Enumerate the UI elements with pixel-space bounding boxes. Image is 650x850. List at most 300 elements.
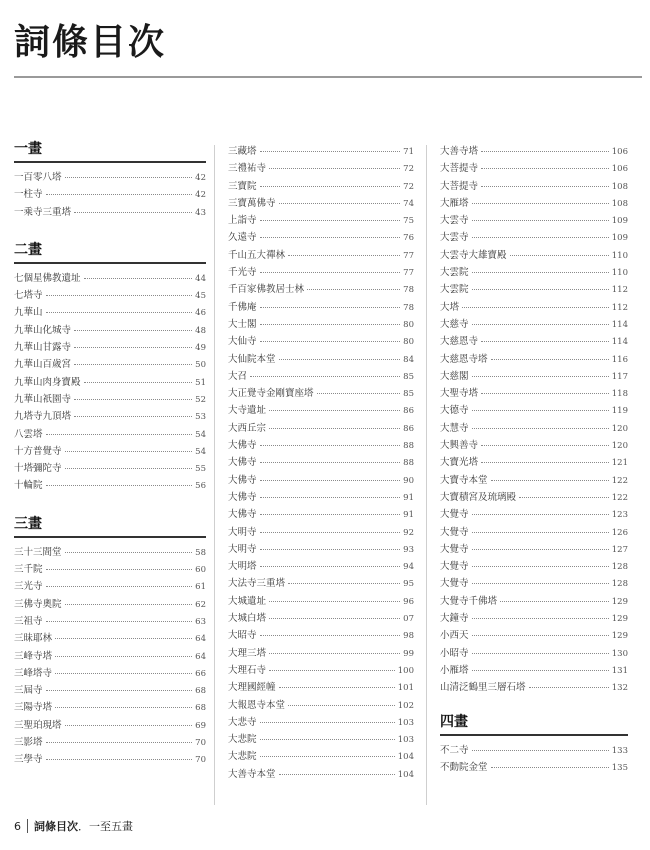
column-divider	[426, 145, 427, 805]
entry-page-number: 106	[611, 147, 628, 157]
dot-leader	[279, 203, 401, 204]
dot-leader	[481, 168, 609, 169]
entry-title: 三學寺	[14, 754, 43, 766]
entry-page-number: 42	[195, 173, 206, 183]
toc-entry	[440, 742, 628, 759]
entry-title: 大明寺	[228, 543, 257, 555]
toc-entry	[440, 368, 628, 385]
entry-title: 三陽寺塔	[14, 702, 53, 714]
toc-entry	[228, 437, 414, 454]
entry-title: 大仙院本堂	[228, 353, 276, 365]
entry-page-number: 84	[403, 354, 414, 365]
toc-entry	[228, 229, 414, 246]
dot-leader	[481, 341, 609, 342]
entry-page-number: 75	[403, 216, 414, 227]
dot-leader	[269, 618, 400, 619]
entry-page-number: 68	[195, 703, 206, 714]
entry-title: 大理國經幢	[228, 682, 276, 694]
toc-entry	[440, 351, 628, 368]
dot-leader	[46, 434, 193, 435]
entry-title: 大西丘宗	[228, 422, 267, 434]
entry-title: 九華山祇園寺	[14, 393, 72, 405]
entry-page-number: 91	[403, 492, 414, 503]
dot-leader	[260, 462, 401, 463]
dot-leader	[472, 653, 609, 654]
toc-entry	[440, 558, 628, 575]
toc-entry	[14, 339, 206, 356]
toc-entry	[440, 420, 628, 437]
entry-page-number: 62	[195, 599, 206, 610]
toc-section	[14, 513, 206, 769]
entry-page-number: 116	[611, 354, 628, 365]
entry-page-number: 91	[403, 510, 414, 521]
dot-leader	[481, 462, 609, 463]
dot-leader	[269, 601, 400, 602]
dot-leader	[74, 347, 192, 348]
toc-entry	[228, 679, 414, 696]
dot-leader	[519, 497, 609, 498]
dot-leader	[269, 670, 395, 671]
dot-leader	[65, 451, 193, 452]
toc-entry	[440, 299, 628, 316]
entry-title: 大菩提寺	[440, 180, 479, 192]
entry-title: 大寶寺本堂	[440, 474, 488, 486]
entry-title: 三寶院	[228, 180, 257, 192]
dot-leader	[472, 514, 609, 515]
dot-leader	[84, 382, 193, 383]
dot-leader	[472, 532, 609, 533]
entry-title: 十方普覺寺	[14, 445, 62, 457]
entry-title: 大覺寺	[440, 578, 469, 590]
entry-title: 大覺寺	[440, 543, 469, 555]
page-footer	[14, 818, 133, 834]
toc-entry	[440, 679, 628, 696]
entry-title: 三藏塔	[228, 146, 257, 157]
entry-page-number: 80	[403, 337, 414, 348]
dot-leader	[250, 376, 400, 377]
entry-title: 九華山肉身寶殿	[14, 376, 81, 388]
entry-title: 大雁塔	[440, 197, 469, 209]
toc-entry	[228, 748, 414, 765]
toc-entry	[14, 443, 206, 460]
toc-entry	[14, 270, 206, 287]
dot-leader	[472, 618, 609, 619]
toc-entry	[228, 714, 414, 731]
toc-column-3	[440, 143, 628, 794]
dot-leader	[46, 586, 193, 587]
entry-page-number: 112	[611, 285, 628, 296]
entry-title: 不動院金堂	[440, 761, 488, 773]
entry-title: 大報恩寺本堂	[228, 699, 286, 711]
entry-title: 大仙寺	[228, 336, 257, 348]
toc-entry	[228, 541, 414, 558]
section-header: 三畫	[14, 513, 206, 538]
toc-entry	[14, 460, 206, 477]
entry-page-number: 50	[195, 360, 206, 371]
dot-leader	[472, 324, 609, 325]
entry-title: 大雲寺	[440, 232, 469, 244]
entry-page-number: 58	[195, 547, 206, 558]
entry-title: 上詣寺	[228, 215, 257, 227]
entry-page-number: 64	[195, 634, 206, 645]
toc-entry	[14, 613, 206, 630]
dot-leader	[46, 485, 193, 486]
dot-leader	[317, 393, 401, 394]
entry-page-number: 104	[397, 752, 414, 763]
dot-leader	[279, 774, 395, 775]
entry-page-number: 128	[611, 579, 628, 590]
page-number: 6	[14, 819, 21, 833]
toc-entry	[228, 575, 414, 592]
toc-entry	[14, 648, 206, 665]
entry-title: 大寶光塔	[440, 457, 479, 469]
entry-title: 三聖珀現塔	[14, 719, 62, 731]
entry-title: 大善寺塔	[440, 146, 479, 157]
entry-title: 大慈恩寺	[440, 336, 479, 348]
entry-title: 大雲院	[440, 267, 469, 279]
entry-title: 大慧寺	[440, 422, 469, 434]
entry-page-number: 42	[195, 190, 206, 201]
dot-leader	[65, 604, 193, 605]
dot-leader	[46, 690, 193, 691]
entry-title: 大城白塔	[228, 613, 267, 625]
dot-leader	[481, 393, 609, 394]
dot-leader	[462, 307, 609, 308]
dot-leader	[260, 445, 401, 446]
toc-entry	[440, 524, 628, 541]
toc-entry	[440, 247, 628, 264]
toc-entry	[228, 402, 414, 419]
toc-entry	[14, 408, 206, 425]
entry-page-number: 101	[397, 683, 414, 694]
entry-page-number: 49	[195, 343, 206, 354]
entry-page-number: 69	[195, 720, 206, 731]
entry-page-number: 114	[611, 319, 628, 330]
entry-title: 大雲寺	[440, 215, 469, 227]
dot-leader	[288, 255, 400, 256]
dot-leader	[472, 410, 609, 411]
dot-leader	[288, 583, 400, 584]
entry-page-number: 80	[403, 319, 414, 330]
toc-entry	[440, 143, 628, 160]
toc-entry	[440, 593, 628, 610]
dot-leader	[269, 428, 400, 429]
entry-title: 千佛庵	[228, 301, 257, 313]
entry-title: 大法寺三重塔	[228, 578, 286, 590]
toc-entry	[14, 717, 206, 734]
entry-page-number: 121	[611, 458, 628, 469]
entry-page-number: 85	[403, 389, 414, 400]
entry-page-number: 52	[195, 394, 206, 405]
entry-page-number: 130	[611, 648, 628, 659]
entry-page-number: 51	[195, 377, 206, 388]
toc-entry	[440, 645, 628, 662]
entry-title: 小西天	[440, 630, 469, 642]
dot-leader	[510, 255, 609, 256]
entry-page-number: 46	[195, 308, 206, 319]
dot-leader	[260, 566, 401, 567]
dot-leader	[260, 635, 401, 636]
entry-page-number: 109	[611, 216, 628, 227]
dot-leader	[65, 552, 193, 553]
dot-leader	[269, 653, 400, 654]
toc-entry	[440, 610, 628, 627]
entry-title: 大覺寺	[440, 561, 469, 573]
entry-page-number: 131	[611, 665, 628, 676]
entry-title: 大正覺寺金剛寶座塔	[228, 388, 314, 400]
dot-leader	[472, 549, 609, 550]
dot-leader	[260, 186, 401, 187]
entry-page-number: 78	[403, 285, 414, 296]
toc-section	[14, 138, 206, 221]
toc-entry	[440, 212, 628, 229]
entry-page-number: 110	[611, 250, 628, 261]
section-header: 四畫	[440, 711, 628, 736]
entry-title: 三光寺	[14, 581, 43, 593]
dot-leader	[472, 428, 609, 429]
toc-entry	[228, 731, 414, 748]
entry-page-number: 86	[403, 423, 414, 434]
dot-leader	[46, 569, 193, 570]
footer-separator	[27, 819, 28, 833]
toc-entry	[228, 627, 414, 644]
entry-title: 大士閣	[228, 318, 257, 330]
entry-title: 大興善寺	[440, 440, 479, 452]
entry-title: 三影塔	[14, 737, 43, 749]
dot-leader	[260, 739, 395, 740]
dot-leader	[529, 687, 609, 688]
entry-page-number: 60	[195, 565, 206, 576]
entry-page-number: 98	[403, 631, 414, 642]
entry-title: 大覺寺	[440, 526, 469, 538]
toc-entry	[14, 630, 206, 647]
dot-leader	[65, 725, 193, 726]
dot-leader	[260, 480, 401, 481]
dot-leader	[260, 151, 401, 152]
toc-entry	[14, 682, 206, 699]
toc-entry	[14, 304, 206, 321]
dot-leader	[491, 767, 609, 768]
toc-entry	[440, 160, 628, 177]
entry-page-number: 86	[403, 406, 414, 417]
entry-page-number: 90	[403, 475, 414, 486]
toc-entry	[440, 402, 628, 419]
entry-title: 大德寺	[440, 405, 469, 417]
entry-title: 大慈閣	[440, 370, 469, 382]
dot-leader	[260, 722, 395, 723]
dot-leader	[74, 212, 192, 213]
entry-page-number: 112	[611, 302, 628, 313]
entry-title: 大寺遺址	[228, 405, 267, 417]
toc-entry	[14, 391, 206, 408]
entry-title: 三禮祐寺	[228, 163, 267, 175]
dot-leader	[260, 307, 401, 308]
entry-title: 九華山甘露寺	[14, 342, 72, 354]
toc-entry	[14, 356, 206, 373]
entry-page-number: 43	[195, 207, 206, 218]
entry-title: 大佛寺	[228, 509, 257, 521]
entry-title: 一柱寺	[14, 189, 43, 201]
toc-entry	[440, 627, 628, 644]
dot-leader	[55, 638, 192, 639]
entry-title: 大昭寺	[228, 630, 257, 642]
entry-title: 大善寺本堂	[228, 768, 276, 780]
toc-entry	[228, 524, 414, 541]
entry-page-number: 108	[611, 198, 628, 209]
entry-page-number: 93	[403, 544, 414, 555]
section-header: 一畫	[14, 138, 206, 163]
entry-page-number: 109	[611, 233, 628, 244]
dot-leader	[260, 549, 401, 550]
entry-title: 十輪院	[14, 480, 43, 492]
entry-page-number: 117	[611, 371, 628, 382]
toc-entry	[14, 169, 206, 186]
toc-entry	[14, 578, 206, 595]
dot-leader	[260, 341, 401, 342]
entry-page-number: 120	[611, 441, 628, 452]
entry-page-number: 88	[403, 458, 414, 469]
entry-page-number: 55	[195, 464, 206, 475]
toc-entry	[228, 178, 414, 195]
dot-leader	[55, 656, 192, 657]
dot-leader	[74, 399, 192, 400]
entry-page-number: 44	[195, 273, 206, 284]
entry-page-number: 70	[195, 755, 206, 766]
entry-page-number: 110	[611, 268, 628, 279]
toc-entry	[14, 186, 206, 203]
entry-title: 三祖寺	[14, 615, 43, 627]
entry-page-number: 106	[611, 164, 628, 175]
entry-title: 不二寺	[440, 744, 469, 756]
entry-title: 大明塔	[228, 561, 257, 573]
toc-entry	[228, 697, 414, 714]
toc-entry	[440, 541, 628, 558]
entry-title: 一乘寺三重塔	[14, 206, 72, 218]
toc-entry	[228, 264, 414, 281]
entry-page-number: 133	[611, 745, 628, 756]
entry-page-number: 72	[403, 164, 414, 175]
toc-entry	[440, 489, 628, 506]
dot-leader	[260, 532, 401, 533]
toc-entry	[228, 368, 414, 385]
dot-leader	[74, 416, 192, 417]
dot-leader	[84, 278, 193, 279]
dot-leader	[472, 237, 609, 238]
dot-leader	[260, 272, 401, 273]
entry-page-number: 77	[403, 268, 414, 279]
toc-entry	[14, 665, 206, 682]
toc-entry	[228, 420, 414, 437]
toc-entry	[228, 506, 414, 523]
entry-page-number: 99	[403, 648, 414, 659]
entry-page-number: 76	[403, 233, 414, 244]
entry-title: 小雁塔	[440, 664, 469, 676]
toc-entry	[14, 426, 206, 443]
dot-leader	[55, 707, 192, 708]
entry-page-number: 100	[397, 665, 414, 676]
entry-page-number: 48	[195, 325, 206, 336]
entry-page-number: 129	[611, 596, 628, 607]
toc-entry	[228, 385, 414, 402]
entry-page-number: 122	[611, 475, 628, 486]
toc-entry	[14, 596, 206, 613]
entry-page-number: 61	[195, 582, 206, 593]
dot-leader	[500, 601, 609, 602]
dot-leader	[260, 220, 401, 221]
entry-title: 大雲院	[440, 284, 469, 296]
entry-title: 大菩提寺	[440, 163, 479, 175]
entry-page-number: 127	[611, 544, 628, 555]
dot-leader	[472, 376, 609, 377]
entry-page-number: 94	[403, 562, 414, 573]
toc-entry	[440, 506, 628, 523]
section-header: 二畫	[14, 239, 206, 264]
toc-entry	[14, 561, 206, 578]
entry-page-number: 54	[195, 446, 206, 457]
dot-leader	[481, 445, 609, 446]
toc-entry	[440, 759, 628, 776]
entry-page-number: 120	[611, 423, 628, 434]
dot-leader	[269, 410, 400, 411]
section-spacer	[440, 697, 628, 711]
entry-title: 大佛寺	[228, 457, 257, 469]
entry-title: 三昧耶林	[14, 633, 53, 645]
dot-leader	[481, 186, 609, 187]
entry-title: 大佛寺	[228, 491, 257, 503]
entry-title: 九華山	[14, 307, 43, 319]
dot-leader	[46, 759, 193, 760]
toc-entry	[440, 575, 628, 592]
entry-title: 大城遺址	[228, 595, 267, 607]
dot-leader	[472, 272, 609, 273]
dot-leader	[260, 324, 401, 325]
toc-entry	[228, 489, 414, 506]
entry-title: 三峰寺塔	[14, 650, 53, 662]
entry-page-number: 07	[403, 614, 414, 625]
entry-page-number: 70	[195, 738, 206, 749]
entry-page-number: 103	[397, 717, 414, 728]
entry-title: 九華山化城寺	[14, 324, 72, 336]
toc-entry	[228, 247, 414, 264]
entry-title: 八雲塔	[14, 428, 43, 440]
entry-page-number: 92	[403, 527, 414, 538]
entry-page-number: 64	[195, 651, 206, 662]
entry-page-number: 85	[403, 371, 414, 382]
entry-title: 大悲寺	[228, 716, 257, 728]
entry-page-number: 63	[195, 616, 206, 627]
dot-leader	[472, 203, 609, 204]
dot-leader	[46, 312, 193, 313]
toc-entry	[228, 333, 414, 350]
entry-page-number: 53	[195, 412, 206, 423]
entry-title: 大理三塔	[228, 647, 267, 659]
entry-title: 三十三間堂	[14, 546, 62, 558]
toc-entry	[14, 322, 206, 339]
entry-page-number: 96	[403, 596, 414, 607]
entry-page-number: 71	[403, 147, 414, 157]
dot-leader	[65, 468, 193, 469]
toc-entry	[228, 281, 414, 298]
entry-title: 大理石寺	[228, 664, 267, 676]
footer-title: 詞條目次	[34, 820, 78, 833]
page-title: 詞條目次	[14, 22, 167, 63]
dot-leader	[74, 330, 192, 331]
dot-leader	[307, 289, 400, 290]
entry-title: 七塔寺	[14, 290, 43, 302]
entry-title: 大雲寺大雄寶殿	[440, 249, 507, 261]
entry-title: 一百零八塔	[14, 172, 62, 183]
entry-title: 大聖寺塔	[440, 388, 479, 400]
